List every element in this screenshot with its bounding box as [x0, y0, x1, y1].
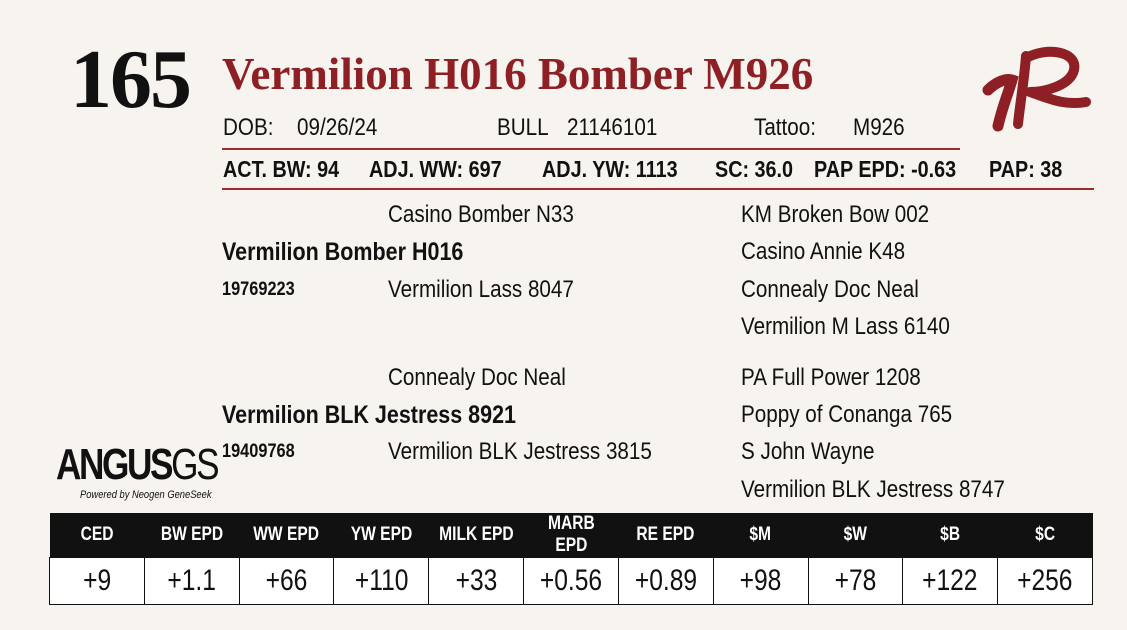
- epd-value-milk: +33: [429, 558, 524, 605]
- pap-epd: PAP EPD: -0.63: [814, 156, 957, 182]
- epd-header-w: $W: [808, 513, 903, 558]
- epd-value-re: +0.89: [618, 558, 713, 605]
- epd-header-row: [50, 513, 1093, 558]
- dam-sire-sire: PA Full Power 1208: [741, 364, 921, 391]
- epd-header-bw: BW EPD: [144, 513, 239, 558]
- dam-sire: Connealy Doc Neal: [388, 364, 566, 391]
- sire-sire: Casino Bomber N33: [388, 201, 574, 228]
- tattoo-value: M926: [853, 114, 905, 141]
- lot-number: 165: [70, 33, 190, 126]
- epd-header-ced: CED: [50, 513, 145, 558]
- act-bw: ACT. BW: 94: [223, 156, 340, 182]
- epd-header-yw: YW EPD: [334, 513, 429, 558]
- divider-rule-2: [222, 188, 1094, 190]
- vr-brand-logo-icon: [978, 42, 1093, 137]
- epd-header-m: $M: [713, 513, 808, 558]
- epd-value-b: +122: [903, 558, 998, 605]
- epd-value-ww: +66: [239, 558, 334, 605]
- sire-sire-dam: Casino Annie K48: [741, 238, 906, 265]
- sire-dam-dam: Vermilion M Lass 6140: [741, 313, 950, 340]
- sire-registration: 19769223: [222, 279, 295, 300]
- registration-number: 21146101: [567, 114, 658, 141]
- epd-value-c: +256: [998, 558, 1093, 605]
- adj-ww: ADJ. WW: 697: [369, 156, 502, 182]
- divider-rule-1: [222, 148, 960, 150]
- dam-sire-dam: Poppy of Conanga 765: [741, 401, 953, 428]
- epd-value-bw: +1.1: [144, 558, 239, 605]
- dob-value: 09/26/24: [297, 114, 378, 141]
- sire-dam: Vermilion Lass 8047: [388, 276, 574, 303]
- logo-tagline: Powered by Neogen GeneSeek: [80, 489, 212, 501]
- epd-value-m: +98: [713, 558, 808, 605]
- epd-header-c: $C: [998, 513, 1093, 558]
- epd-header-milk: MILK EPD: [429, 513, 524, 558]
- scrotal-circumference: SC: 36.0: [715, 156, 794, 182]
- epd-value-yw: +110: [334, 558, 429, 605]
- dam-dam-sire: S John Wayne: [741, 438, 875, 465]
- epd-value-marb: +0.56: [524, 558, 619, 605]
- sire-name: Vermilion Bomber H016: [222, 238, 464, 266]
- epd-value-w: +78: [808, 558, 903, 605]
- dam-dam-dam: Vermilion BLK Jestress 8747: [741, 476, 1005, 503]
- sire-sire-sire: KM Broken Bow 002: [741, 201, 930, 228]
- epd-value-ced: +9: [50, 558, 145, 605]
- epd-value-row: [50, 558, 1093, 605]
- angus-gs-logo: [56, 440, 257, 501]
- pap-value: PAP: 38: [989, 156, 1063, 182]
- animal-name: Vermilion H016 Bomber M926: [222, 49, 814, 99]
- logo-angus-text: ANGUS: [56, 440, 172, 489]
- dam-registration: 19409768: [222, 441, 295, 462]
- dam-name: Vermilion BLK Jestress 8921: [222, 401, 516, 429]
- epd-header-b: $B: [903, 513, 998, 558]
- tattoo-label: Tattoo:: [754, 114, 816, 141]
- dam-dam: Vermilion BLK Jestress 3815: [388, 438, 652, 465]
- sex-value: BULL: [497, 114, 549, 141]
- epd-header-ww: WW EPD: [239, 513, 334, 558]
- sire-dam-sire: Connealy Doc Neal: [741, 276, 919, 303]
- dob-label: DOB:: [223, 114, 274, 141]
- epd-table: [49, 513, 1093, 605]
- logo-gs-text: GS: [171, 440, 218, 489]
- adj-yw: ADJ. YW: 1113: [542, 156, 678, 182]
- epd-header-re: RE EPD: [618, 513, 713, 558]
- epd-header-marb: MARB EPD: [524, 513, 619, 558]
